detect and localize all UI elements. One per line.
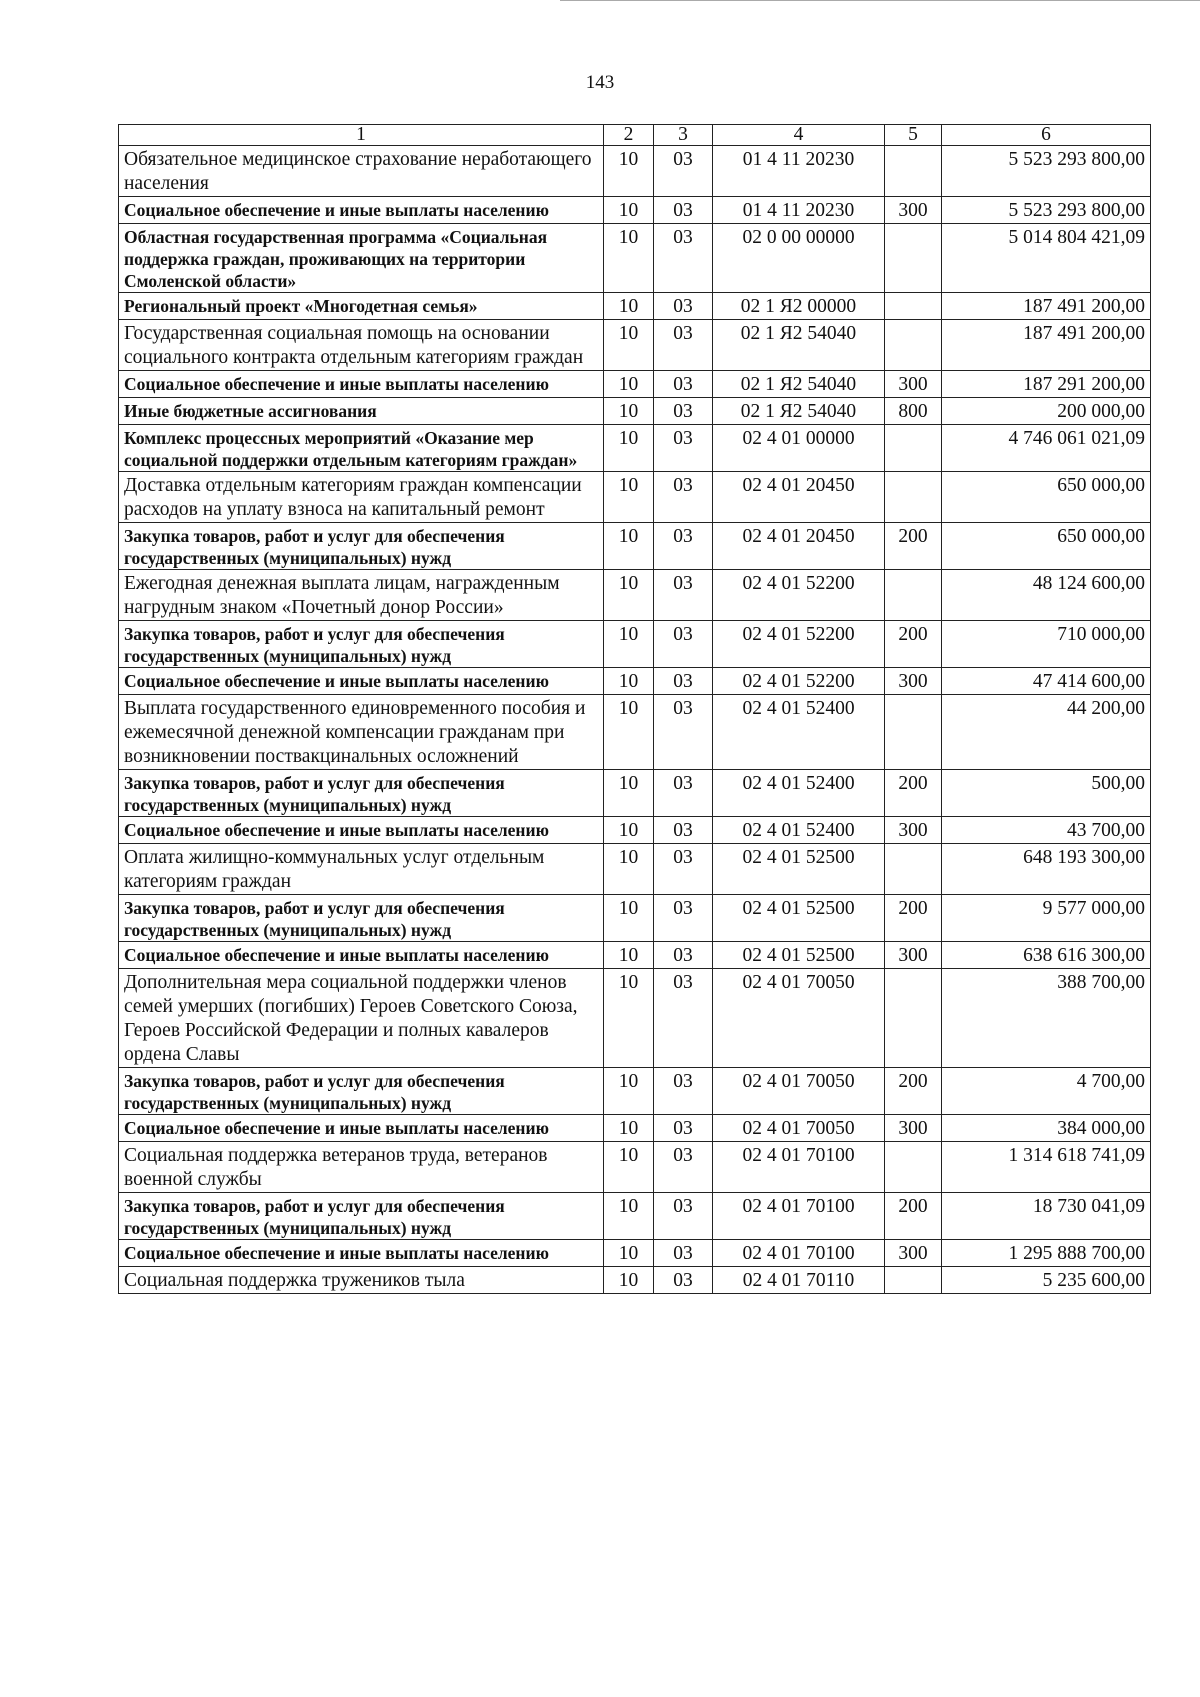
table-row (119, 472, 1151, 523)
row-subsection-cell: 03 (654, 197, 713, 224)
row-section-cell: 10 (604, 523, 654, 570)
row-name-cell: Закупка товаров, работ и услуг для обеспечения государственных (муниципальных) нужд (119, 1068, 604, 1115)
row-expense-type-cell: 200 (885, 621, 942, 668)
row-name-cell: Региональный проект «Многодетная семья» (119, 293, 604, 320)
row-name-cell: Социальная поддержка тружеников тыла (119, 1267, 604, 1294)
table-row (119, 1142, 1151, 1193)
row-subsection-cell: 03 (654, 817, 713, 844)
row-section-cell: 10 (604, 770, 654, 817)
row-target-code-cell: 02 4 01 52200 (713, 570, 885, 621)
row-subsection-cell: 03 (654, 770, 713, 817)
row-subsection-cell: 03 (654, 320, 713, 371)
row-subsection-cell: 03 (654, 146, 713, 197)
row-section-cell: 10 (604, 293, 654, 320)
row-amount-cell: 5 523 293 800,00 (942, 146, 1151, 197)
row-section-cell: 10 (604, 398, 654, 425)
row-subsection-cell: 03 (654, 1142, 713, 1193)
row-subsection-cell: 03 (654, 844, 713, 895)
row-amount-cell: 648 193 300,00 (942, 844, 1151, 895)
row-target-code-cell: 02 4 01 20450 (713, 523, 885, 570)
row-target-code-cell: 01 4 11 20230 (713, 146, 885, 197)
row-section-cell: 10 (604, 1193, 654, 1240)
table-header-row (119, 125, 1151, 146)
row-subsection-cell: 03 (654, 293, 713, 320)
header-cell: 1 (119, 125, 604, 146)
row-name-cell: Социальное обеспечение и иные выплаты населению (119, 817, 604, 844)
row-section-cell: 10 (604, 371, 654, 398)
table-row (119, 197, 1151, 224)
row-target-code-cell: 02 1 Я2 54040 (713, 398, 885, 425)
row-target-code-cell: 02 4 01 70110 (713, 1267, 885, 1294)
row-subsection-cell: 03 (654, 895, 713, 942)
row-amount-cell: 384 000,00 (942, 1115, 1151, 1142)
table-row (119, 844, 1151, 895)
row-subsection-cell: 03 (654, 1115, 713, 1142)
row-name-cell: Доставка отдельным категориям граждан компенсации расходов на уплату взноса на капитальный ремонт (119, 472, 604, 523)
row-expense-type-cell: 300 (885, 817, 942, 844)
row-section-cell: 10 (604, 621, 654, 668)
row-section-cell: 10 (604, 1142, 654, 1193)
row-subsection-cell: 03 (654, 695, 713, 770)
row-expense-type-cell: 200 (885, 1068, 942, 1115)
row-section-cell: 10 (604, 1240, 654, 1267)
row-amount-cell: 4 700,00 (942, 1068, 1151, 1115)
row-target-code-cell: 02 4 01 70050 (713, 1068, 885, 1115)
row-expense-type-cell (885, 293, 942, 320)
table-row (119, 224, 1151, 293)
row-expense-type-cell (885, 1142, 942, 1193)
table-row (119, 1193, 1151, 1240)
row-target-code-cell: 01 4 11 20230 (713, 197, 885, 224)
row-expense-type-cell: 300 (885, 1240, 942, 1267)
row-amount-cell: 4 746 061 021,09 (942, 425, 1151, 472)
row-subsection-cell: 03 (654, 1240, 713, 1267)
table-row (119, 668, 1151, 695)
row-expense-type-cell (885, 570, 942, 621)
row-name-cell: Закупка товаров, работ и услуг для обеспечения государственных (муниципальных) нужд (119, 621, 604, 668)
row-name-cell: Закупка товаров, работ и услуг для обеспечения государственных (муниципальных) нужд (119, 1193, 604, 1240)
row-subsection-cell: 03 (654, 371, 713, 398)
row-amount-cell: 187 291 200,00 (942, 371, 1151, 398)
row-target-code-cell: 02 4 01 00000 (713, 425, 885, 472)
row-target-code-cell: 02 4 01 70100 (713, 1142, 885, 1193)
row-name-cell: Иные бюджетные ассигнования (119, 398, 604, 425)
table-row (119, 1267, 1151, 1294)
row-section-cell: 10 (604, 320, 654, 371)
row-expense-type-cell: 300 (885, 371, 942, 398)
row-name-cell: Комплекс процессных мероприятий «Оказание мер социальной поддержки отдельным категориям граждан» (119, 425, 604, 472)
row-expense-type-cell (885, 695, 942, 770)
row-amount-cell: 47 414 600,00 (942, 668, 1151, 695)
row-subsection-cell: 03 (654, 570, 713, 621)
row-expense-type-cell (885, 969, 942, 1068)
row-amount-cell: 388 700,00 (942, 969, 1151, 1068)
row-amount-cell: 200 000,00 (942, 398, 1151, 425)
row-amount-cell: 18 730 041,09 (942, 1193, 1151, 1240)
row-expense-type-cell: 300 (885, 942, 942, 969)
header-cell: 5 (885, 125, 942, 146)
row-expense-type-cell (885, 224, 942, 293)
row-target-code-cell: 02 4 01 52200 (713, 668, 885, 695)
row-amount-cell: 44 200,00 (942, 695, 1151, 770)
row-name-cell: Социальное обеспечение и иные выплаты населению (119, 668, 604, 695)
table-row (119, 1240, 1151, 1267)
row-target-code-cell: 02 4 01 52400 (713, 817, 885, 844)
table-row (119, 621, 1151, 668)
row-section-cell: 10 (604, 942, 654, 969)
row-amount-cell: 500,00 (942, 770, 1151, 817)
row-name-cell: Социальное обеспечение и иные выплаты населению (119, 197, 604, 224)
row-target-code-cell: 02 4 01 52500 (713, 895, 885, 942)
table-row (119, 425, 1151, 472)
row-section-cell: 10 (604, 146, 654, 197)
row-section-cell: 10 (604, 1115, 654, 1142)
row-expense-type-cell (885, 320, 942, 371)
row-name-cell: Закупка товаров, работ и услуг для обеспечения государственных (муниципальных) нужд (119, 770, 604, 817)
row-amount-cell: 5 014 804 421,09 (942, 224, 1151, 293)
row-subsection-cell: 03 (654, 425, 713, 472)
row-section-cell: 10 (604, 425, 654, 472)
row-name-cell: Закупка товаров, работ и услуг для обеспечения государственных (муниципальных) нужд (119, 895, 604, 942)
row-name-cell: Оплата жилищно-коммунальных услуг отдельным категориям граждан (119, 844, 604, 895)
row-name-cell: Государственная социальная помощь на основании социального контракта отдельным категориям граждан (119, 320, 604, 371)
row-subsection-cell: 03 (654, 668, 713, 695)
row-name-cell: Социальное обеспечение и иные выплаты населению (119, 1240, 604, 1267)
row-amount-cell: 187 491 200,00 (942, 293, 1151, 320)
row-amount-cell: 187 491 200,00 (942, 320, 1151, 371)
table-row (119, 942, 1151, 969)
row-section-cell: 10 (604, 817, 654, 844)
row-amount-cell: 1 314 618 741,09 (942, 1142, 1151, 1193)
row-section-cell: 10 (604, 668, 654, 695)
budget-table-body (119, 125, 1151, 1294)
row-section-cell: 10 (604, 1267, 654, 1294)
row-amount-cell: 650 000,00 (942, 472, 1151, 523)
row-subsection-cell: 03 (654, 621, 713, 668)
row-expense-type-cell: 200 (885, 895, 942, 942)
row-expense-type-cell: 800 (885, 398, 942, 425)
table-row (119, 398, 1151, 425)
scan-top-edge (560, 0, 1200, 1)
row-name-cell: Социальное обеспечение и иные выплаты населению (119, 371, 604, 398)
row-expense-type-cell: 200 (885, 523, 942, 570)
row-section-cell: 10 (604, 844, 654, 895)
row-subsection-cell: 03 (654, 523, 713, 570)
row-expense-type-cell (885, 1267, 942, 1294)
row-subsection-cell: 03 (654, 942, 713, 969)
row-expense-type-cell (885, 844, 942, 895)
row-name-cell: Ежегодная денежная выплата лицам, награжденным нагрудным знаком «Почетный донор России» (119, 570, 604, 621)
row-section-cell: 10 (604, 969, 654, 1068)
row-amount-cell: 43 700,00 (942, 817, 1151, 844)
row-amount-cell: 48 124 600,00 (942, 570, 1151, 621)
row-target-code-cell: 02 4 01 52500 (713, 942, 885, 969)
table-row (119, 1068, 1151, 1115)
header-cell: 3 (654, 125, 713, 146)
table-row (119, 817, 1151, 844)
row-expense-type-cell: 300 (885, 668, 942, 695)
row-name-cell: Социальное обеспечение и иные выплаты населению (119, 942, 604, 969)
row-expense-type-cell (885, 472, 942, 523)
table-row (119, 570, 1151, 621)
row-expense-type-cell: 300 (885, 197, 942, 224)
row-target-code-cell: 02 1 Я2 00000 (713, 293, 885, 320)
row-section-cell: 10 (604, 895, 654, 942)
row-subsection-cell: 03 (654, 472, 713, 523)
row-subsection-cell: 03 (654, 1193, 713, 1240)
row-expense-type-cell: 200 (885, 1193, 942, 1240)
row-target-code-cell: 02 4 01 70100 (713, 1193, 885, 1240)
row-subsection-cell: 03 (654, 1068, 713, 1115)
row-section-cell: 10 (604, 197, 654, 224)
budget-table (118, 124, 1151, 1294)
row-expense-type-cell (885, 425, 942, 472)
row-amount-cell: 710 000,00 (942, 621, 1151, 668)
header-cell: 4 (713, 125, 885, 146)
row-subsection-cell: 03 (654, 969, 713, 1068)
row-section-cell: 10 (604, 224, 654, 293)
row-target-code-cell: 02 4 01 52400 (713, 695, 885, 770)
row-name-cell: Закупка товаров, работ и услуг для обеспечения государственных (муниципальных) нужд (119, 523, 604, 570)
row-section-cell: 10 (604, 695, 654, 770)
header-cell: 6 (942, 125, 1151, 146)
row-name-cell: Областная государственная программа «Социальная поддержка граждан, проживающих на территории Смоленской области» (119, 224, 604, 293)
row-amount-cell: 5 235 600,00 (942, 1267, 1151, 1294)
row-name-cell: Социальная поддержка ветеранов труда, ветеранов военной службы (119, 1142, 604, 1193)
page-number: 143 (585, 72, 615, 93)
row-subsection-cell: 03 (654, 1267, 713, 1294)
row-target-code-cell: 02 4 01 52200 (713, 621, 885, 668)
row-amount-cell: 5 523 293 800,00 (942, 197, 1151, 224)
row-subsection-cell: 03 (654, 398, 713, 425)
table-row (119, 1115, 1151, 1142)
row-section-cell: 10 (604, 1068, 654, 1115)
table-row (119, 293, 1151, 320)
row-target-code-cell: 02 4 01 20450 (713, 472, 885, 523)
table-row (119, 695, 1151, 770)
row-expense-type-cell (885, 146, 942, 197)
table-row (119, 895, 1151, 942)
row-name-cell: Обязательное медицинское страхование неработающего населения (119, 146, 604, 197)
header-cell: 2 (604, 125, 654, 146)
row-target-code-cell: 02 4 01 70100 (713, 1240, 885, 1267)
row-subsection-cell: 03 (654, 224, 713, 293)
row-amount-cell: 638 616 300,00 (942, 942, 1151, 969)
row-amount-cell: 1 295 888 700,00 (942, 1240, 1151, 1267)
table-row (119, 320, 1151, 371)
row-target-code-cell: 02 4 01 70050 (713, 1115, 885, 1142)
row-name-cell: Социальное обеспечение и иные выплаты населению (119, 1115, 604, 1142)
row-name-cell: Выплата государственного единовременного пособия и ежемесячной денежной компенсации гражданам при возникновении поствакцинальных осложнений (119, 695, 604, 770)
row-target-code-cell: 02 0 00 00000 (713, 224, 885, 293)
table-row (119, 523, 1151, 570)
row-amount-cell: 9 577 000,00 (942, 895, 1151, 942)
table-row (119, 371, 1151, 398)
row-expense-type-cell: 300 (885, 1115, 942, 1142)
row-target-code-cell: 02 4 01 52500 (713, 844, 885, 895)
table-row (119, 969, 1151, 1068)
table-row (119, 770, 1151, 817)
row-target-code-cell: 02 4 01 70050 (713, 969, 885, 1068)
row-amount-cell: 650 000,00 (942, 523, 1151, 570)
row-expense-type-cell: 200 (885, 770, 942, 817)
row-target-code-cell: 02 1 Я2 54040 (713, 371, 885, 398)
row-target-code-cell: 02 4 01 52400 (713, 770, 885, 817)
row-section-cell: 10 (604, 570, 654, 621)
row-section-cell: 10 (604, 472, 654, 523)
row-name-cell: Дополнительная мера социальной поддержки членов семей умерших (погибших) Героев Советского Союза, Героев Российской Федерации и полных кавалеров ордена Славы (119, 969, 604, 1068)
row-target-code-cell: 02 1 Я2 54040 (713, 320, 885, 371)
table-row (119, 146, 1151, 197)
